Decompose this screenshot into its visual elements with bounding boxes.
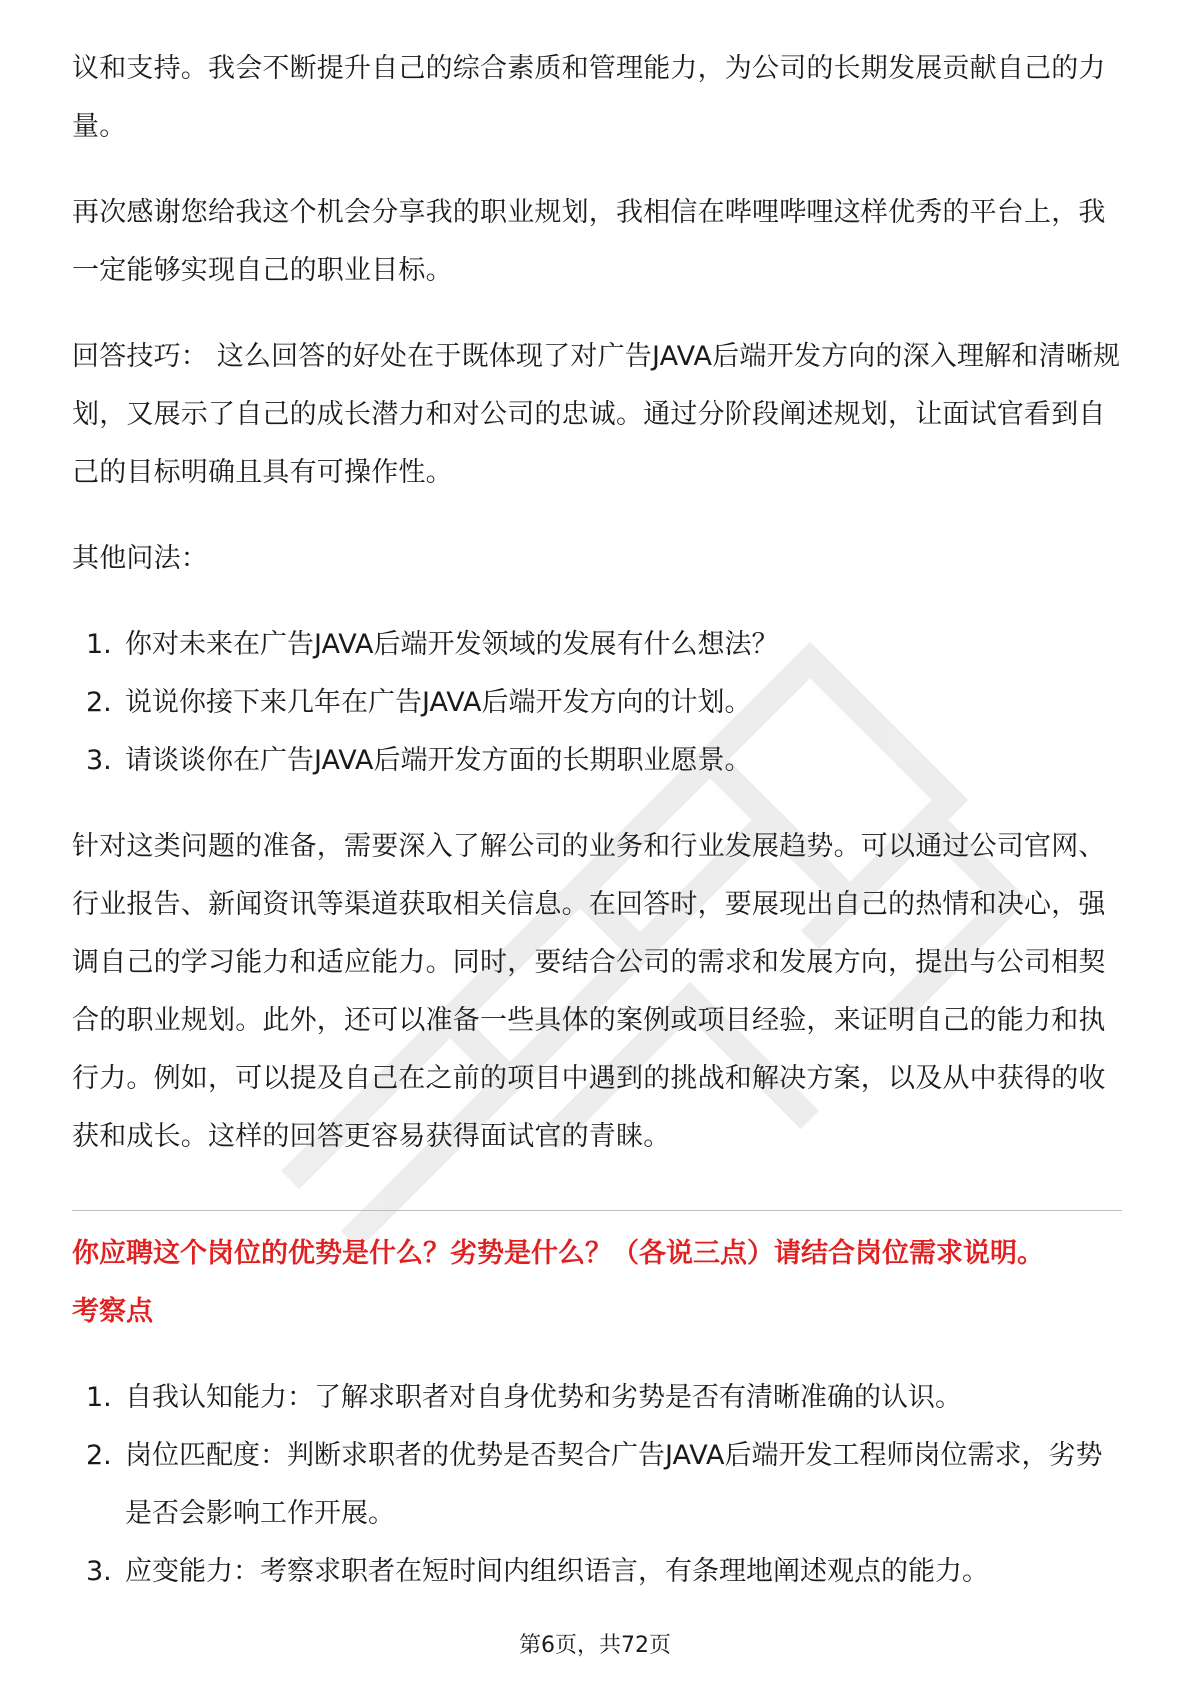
page-number-footer: 第6页，共72页 bbox=[519, 1633, 671, 1658]
section-divider bbox=[72, 1210, 1122, 1211]
paragraph-closing-part: 议和支持。我会不断提升自己的综合素质和管理能力，为公司的长期发展贡献自己的力量。 bbox=[72, 53, 1106, 142]
paragraph-preparation: 针对这类问题的准备，需要深入了解公司的业务和行业发展趋势。可以通过公司官网、行业报告、新闻资讯等渠道获取相关信息。在回答时，要展现出自己的热情和决心，强调自己的学习能力和适应能力。同时，要结合公司的需求和发展方向，提出与公司相契合的职业规划。此外，还可以准备一些具体的案例或项目经验，来证明自己的能力和执行力。例如，可以提及自己在之前的项目中遇到的挑战和解决方案，以及从中获得的收获和成长。这样的回答更容易获得面试官的青睐。 bbox=[72, 831, 1106, 1152]
paragraph-other-questions-label: 其他问法： bbox=[72, 543, 208, 574]
list-item: 1. 你对未来在广告JAVA后端开发领域的发展有什么想法？ bbox=[86, 629, 779, 660]
list-item: 3. 请谈谈你在广告JAVA后端开发方面的长期职业愿景。 bbox=[86, 745, 752, 776]
list-item: 3. 应变能力：考察求职者在短时间内组织语言，有条理地阐述观点的能力。 bbox=[86, 1556, 989, 1587]
other-questions-list bbox=[72, 616, 1122, 790]
question-heading: 你应聘这个岗位的优势是什么？劣势是什么？（各说三点）请结合岗位需求说明。 bbox=[72, 1238, 1044, 1269]
list-item: 1. 自我认知能力：了解求职者对自身优势和劣势是否有清晰准确的认识。 bbox=[86, 1382, 962, 1413]
paragraph-thanks: 再次感谢您给我这个机会分享我的职业规划，我相信在哔哩哔哩这样优秀的平台上，我一定能够实现自己的职业目标。 bbox=[72, 197, 1106, 286]
paragraph-answer-tips: 回答技巧： 这么回答的好处在于既体现了对广告JAVA后端开发方向的深入理解和清晰规划，又展示了自己的成长潜力和对公司的忠诚。通过分阶段阐述规划，让面试官看到自己的目标明确且具有可操作性。 bbox=[72, 341, 1121, 488]
list-item: 2. 岗位匹配度：判断求职者的优势是否契合广告JAVA后端开发工程师岗位需求，劣势是否会影响工作开展。 bbox=[86, 1440, 1103, 1529]
evaluation-points-list bbox=[72, 1369, 1122, 1601]
document-page bbox=[72, 40, 1122, 1601]
evaluation-points-heading: 考察点 bbox=[72, 1296, 153, 1327]
list-item: 2. 说说你接下来几年在广告JAVA后端开发方向的计划。 bbox=[86, 687, 752, 718]
